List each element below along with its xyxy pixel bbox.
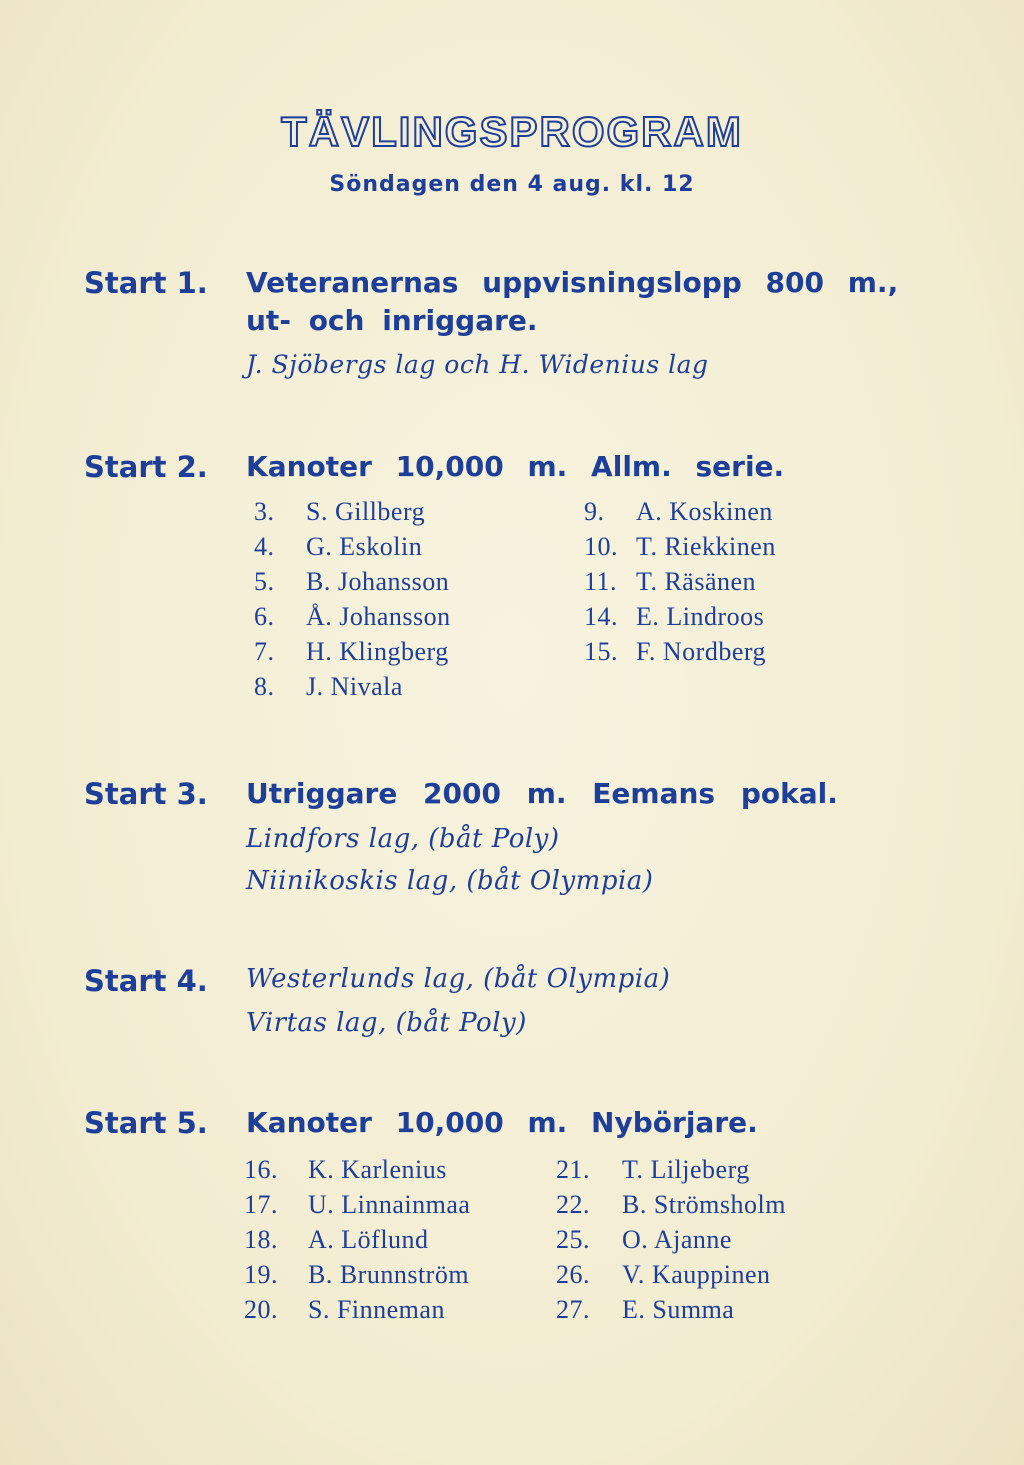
roster-number: 22. <box>556 1190 590 1219</box>
roster-name: G. Eskolin <box>306 532 423 561</box>
roster-name: B. Strömsholm <box>622 1190 786 1219</box>
roster-name: T. Räsänen <box>636 567 757 596</box>
page-subtitle: Söndagen den 4 aug. kl. 12 <box>329 172 695 197</box>
roster-row <box>584 564 776 599</box>
roster-name: H. Klingberg <box>306 637 449 666</box>
roster-number: 5. <box>254 567 275 596</box>
start-1-team: J. Sjöbergs lag och H. Widenius lag <box>246 350 709 379</box>
roster-number: 27. <box>556 1295 590 1324</box>
roster-row <box>254 564 451 599</box>
roster-row <box>244 1222 470 1257</box>
roster-row <box>254 494 451 529</box>
roster-number: 10. <box>584 532 618 561</box>
roster-number: 15. <box>584 637 618 666</box>
roster-row <box>244 1152 470 1187</box>
roster-name: T. Riekkinen <box>636 532 776 561</box>
roster-row <box>244 1187 470 1222</box>
roster-number: 8. <box>254 672 275 701</box>
roster-number: 4. <box>254 532 275 561</box>
roster-number: 19. <box>244 1260 278 1289</box>
start-1-heading-line2: ut- och inriggare. <box>246 304 538 337</box>
start-2-roster-right <box>584 494 776 669</box>
start-3-heading: Utriggare 2000 m. Eemans pokal. <box>246 777 838 810</box>
roster-number: 16. <box>244 1155 278 1184</box>
start-3-label: Start 3. <box>84 777 208 811</box>
roster-number: 20. <box>244 1295 278 1324</box>
roster-name: A. Koskinen <box>636 497 773 526</box>
start-1-label: Start 1. <box>84 266 208 300</box>
roster-name: K. Karlenius <box>308 1155 447 1184</box>
roster-name: B. Johansson <box>306 567 450 596</box>
roster-row <box>244 1257 470 1292</box>
roster-row <box>556 1187 786 1222</box>
roster-row <box>254 599 451 634</box>
start-2-label: Start 2. <box>84 450 208 484</box>
roster-row <box>584 634 776 669</box>
start-5-label: Start 5. <box>84 1106 208 1140</box>
roster-number: 21. <box>556 1155 590 1184</box>
roster-name: V. Kauppinen <box>622 1260 771 1289</box>
start-2-heading: Kanoter 10,000 m. Allm. serie. <box>246 450 785 483</box>
roster-number: 11. <box>584 567 618 596</box>
roster-name: E. Summa <box>622 1295 735 1324</box>
start-4-label: Start 4. <box>84 964 208 998</box>
roster-name: T. Liljeberg <box>622 1155 750 1184</box>
roster-row <box>556 1222 786 1257</box>
roster-number: 25. <box>556 1225 590 1254</box>
roster-name: S. Finneman <box>308 1295 445 1324</box>
roster-name: B. Brunnström <box>308 1260 470 1289</box>
roster-row <box>254 634 451 669</box>
roster-name: E. Lindroos <box>636 602 765 631</box>
roster-number: 26. <box>556 1260 590 1289</box>
roster-row <box>254 669 451 704</box>
roster-number: 7. <box>254 637 275 666</box>
roster-name: U. Linnainmaa <box>308 1190 471 1219</box>
roster-name: O. Ajanne <box>622 1225 732 1254</box>
roster-name: A. Löflund <box>308 1225 429 1254</box>
start-5-heading: Kanoter 10,000 m. Nybörjare. <box>246 1106 758 1139</box>
roster-number: 9. <box>584 497 605 526</box>
roster-number: 3. <box>254 497 275 526</box>
roster-row <box>556 1292 786 1327</box>
roster-row <box>556 1257 786 1292</box>
roster-row <box>244 1292 470 1327</box>
start-4-team-2: Virtas lag, (båt Poly) <box>246 1008 527 1038</box>
start-2-roster-left <box>254 494 451 704</box>
roster-row <box>584 599 776 634</box>
roster-row <box>584 529 776 564</box>
roster-name: Å. Johansson <box>306 602 451 631</box>
roster-row <box>254 529 451 564</box>
start-3-team-2: Niinikoskis lag, (båt Olympia) <box>246 866 654 896</box>
roster-name: F. Nordberg <box>636 637 767 666</box>
roster-number: 17. <box>244 1190 278 1219</box>
start-3-team-1: Lindfors lag, (båt Poly) <box>246 824 560 854</box>
roster-name: S. Gillberg <box>306 497 426 526</box>
page-title: TÄVLINGSPROGRAM <box>281 108 743 155</box>
start-5-roster-left <box>244 1152 470 1327</box>
roster-number: 18. <box>244 1225 278 1254</box>
roster-name: J. Nivala <box>306 672 403 701</box>
start-5-roster-right <box>556 1152 786 1327</box>
start-4-team-1: Westerlunds lag, (båt Olympia) <box>246 964 671 994</box>
start-1-heading: Veteranernas uppvisningslopp 800 m., <box>246 266 899 299</box>
roster-number: 6. <box>254 602 275 631</box>
roster-row <box>584 494 776 529</box>
roster-row <box>556 1152 786 1187</box>
roster-number: 14. <box>584 602 618 631</box>
